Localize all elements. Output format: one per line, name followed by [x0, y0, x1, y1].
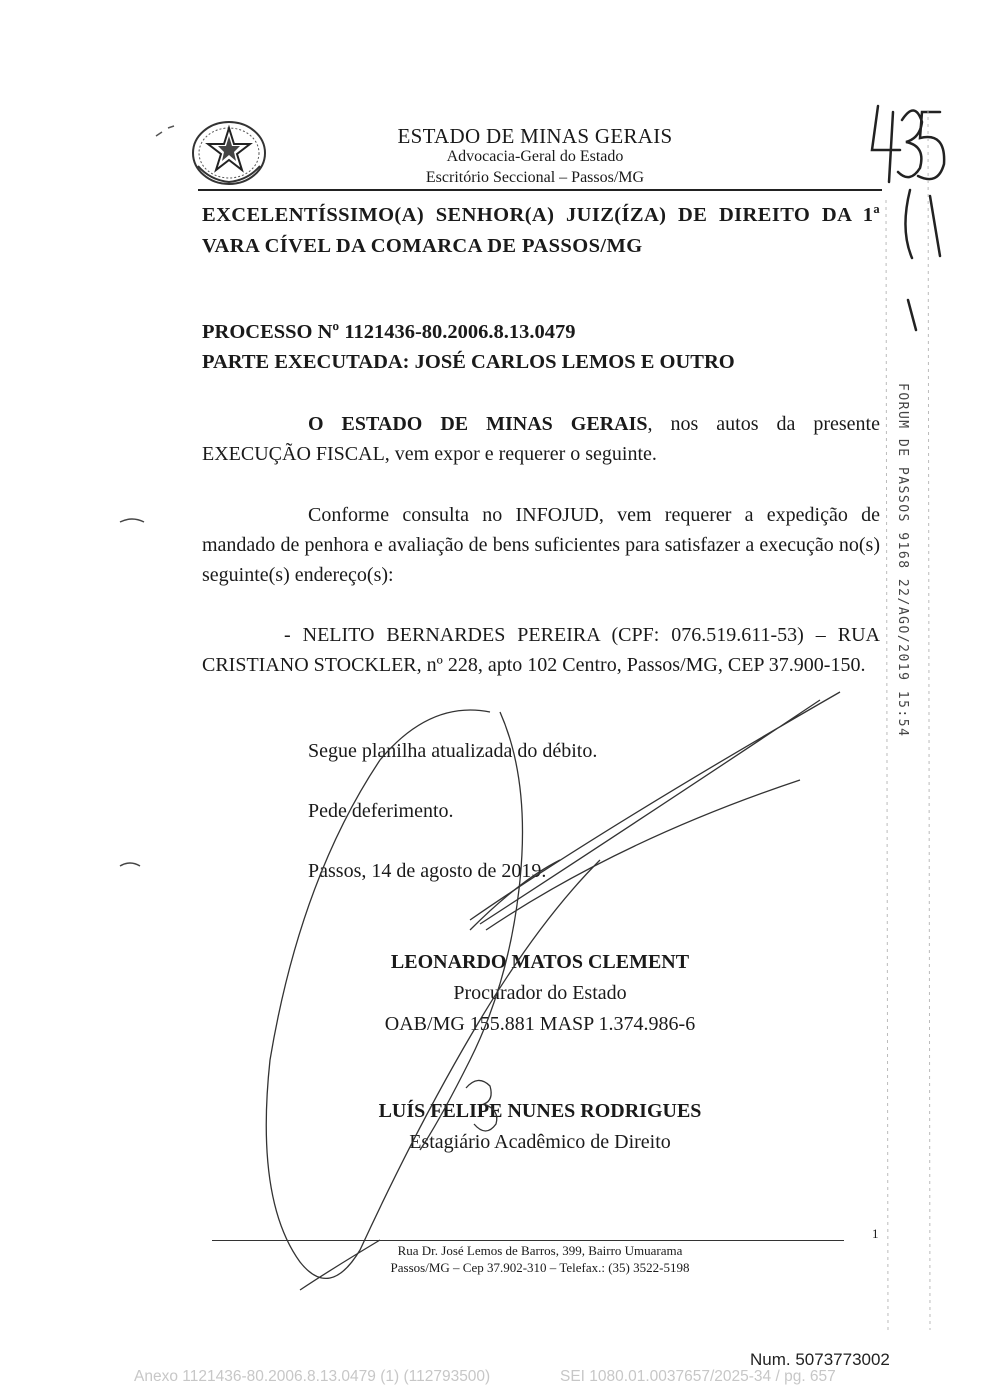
margin-mark	[120, 863, 140, 866]
footer-divider	[212, 1240, 844, 1241]
page-number: 1	[872, 1226, 879, 1241]
header-agency: Advocacia-Geral do Estado	[446, 148, 624, 165]
margin-mark	[156, 126, 174, 136]
intern-role: Estagiário Acadêmico de Direito	[409, 1131, 671, 1153]
coat-of-arms-seal-icon	[190, 118, 268, 188]
document-number: Num. 5073773002	[750, 1350, 890, 1369]
executed-party: PARTE EXECUTADA: JOSÉ CARLOS LEMOS E OUTRO	[202, 351, 735, 373]
signer-registration: OAB/MG 155.881 MASP 1.374.986-6	[384, 1013, 696, 1035]
paragraph-intro-rest: , nos autos da presente EXECUÇÃO FISCAL, vem expor e requerer o seguinte.	[202, 413, 880, 465]
protocol-stamp: FORUM DE PASSOS 9168 22/AGO/2019 15:54	[895, 383, 910, 738]
spreadsheet-note: Segue planilha atualizada do débito.	[308, 740, 598, 762]
handwritten-folio-number	[872, 106, 944, 330]
header-divider	[198, 189, 882, 191]
header-office: Escritório Seccional – Passos/MG	[425, 169, 645, 186]
annex-watermark: Anexo 1121436-80.2006.8.13.0479 (1) (112793500)	[134, 1368, 491, 1385]
paragraph-request: Conforme consulta no INFOJUD, vem requerer a expedição de mandado de penhora e avaliação de bens suficientes para satisfazer a execução no(s) seguinte(s) endereço(s):	[202, 504, 880, 586]
footer-address: Rua Dr. José Lemos de Barros, 399, Bairro Umuarama	[397, 1243, 683, 1258]
sei-watermark: SEI 1080.01.0037657/2025-34 / pg. 657	[560, 1368, 836, 1385]
paragraph-intro	[202, 409, 880, 469]
signer-name: LEONARDO MATOS CLEMENT	[390, 951, 690, 973]
signer-role: Procurador do Estado	[453, 982, 627, 1004]
margin-mark	[120, 519, 144, 522]
place-date: Passos, 14 de agosto de 2019.	[308, 860, 547, 882]
addressee: EXCELENTÍSSIMO(A) SENHOR(A) JUIZ(ÍZA) DE DIREITO DA 1ª VARA CÍVEL DA COMARCA DE PASSOS/MG	[202, 204, 880, 257]
state-name: O ESTADO DE MINAS GERAIS	[308, 413, 648, 435]
process-number: PROCESSO Nº 1121436-80.2006.8.13.0479	[202, 321, 576, 343]
intern-name: LUÍS FELIPE NUNES RODRIGUES	[378, 1100, 702, 1122]
paragraph-address: - NELITO BERNARDES PEREIRA (CPF: 076.519.611-53) – RUA CRISTIANO STOCKLER, nº 228, apto 102 Centro, Passos/MG, CEP 37.900-150.	[202, 624, 880, 676]
request-line: Pede deferimento.	[308, 800, 454, 822]
footer-contact: Passos/MG – Cep 37.902-310 – Telefax.: (35) 3522-5198	[390, 1260, 690, 1275]
header-state: ESTADO DE MINAS GERAIS	[397, 124, 673, 148]
